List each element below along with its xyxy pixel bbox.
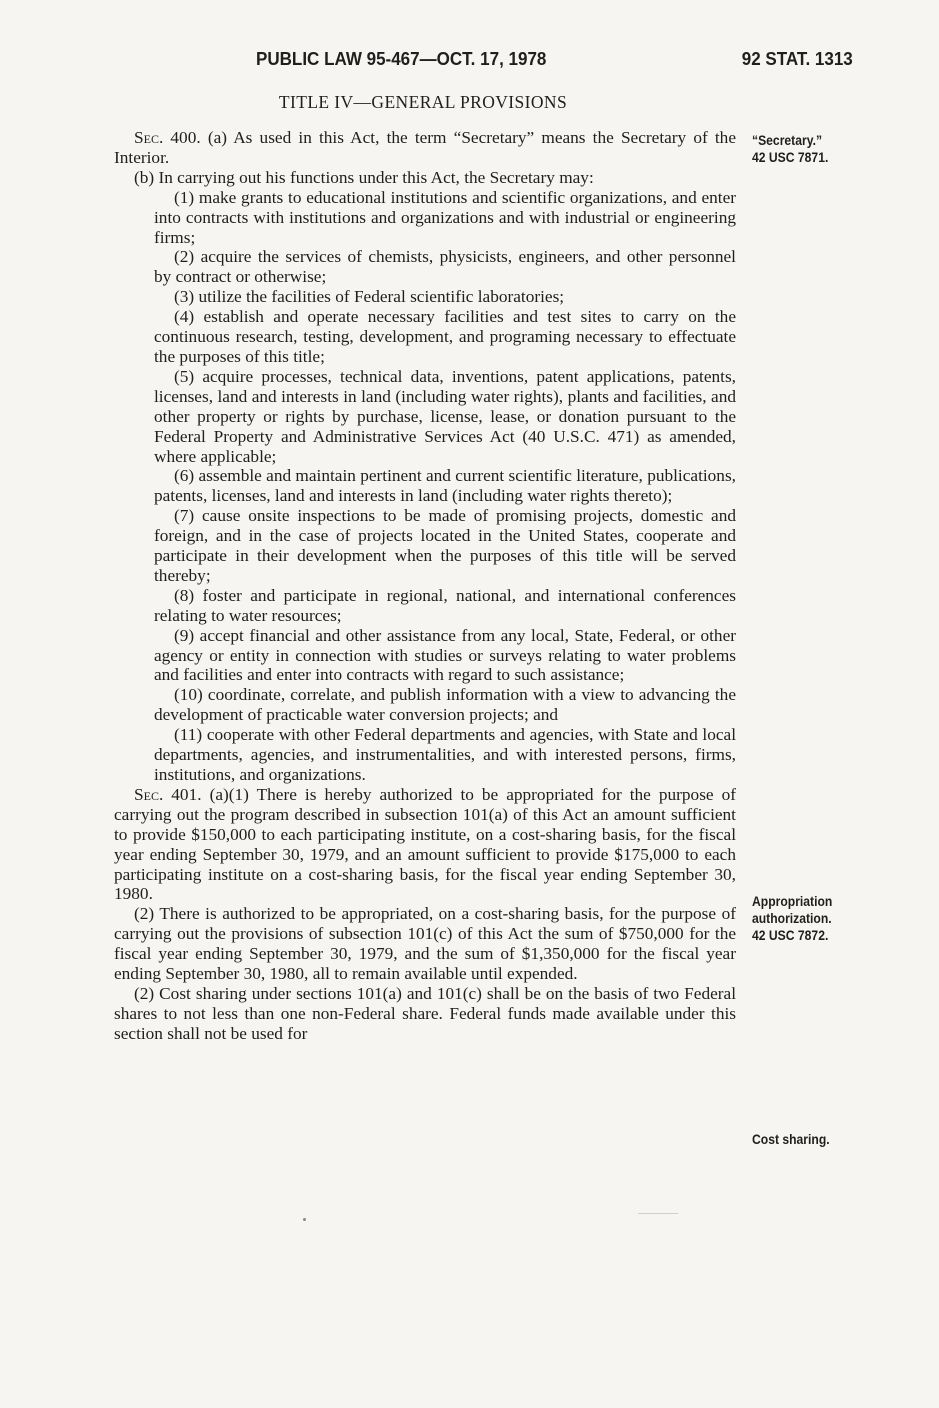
sec-400-item: (5) acquire processes, technical data, inventions, patent applications, patents, licenses, land and interests in land (including water rights), plants and facilities, and other property or rights by purchase, license, lease, or donation pursuant to the Federal Property and Administrative Services Act (40 U.S.C. 471) as amended, where applicable; bbox=[154, 366, 736, 466]
margin-note-cost-sharing bbox=[752, 1131, 869, 1148]
margin-note-line: Appropriation bbox=[752, 894, 833, 909]
margin-note-line: authorization. bbox=[752, 911, 832, 926]
margin-note-line: Cost sharing. bbox=[752, 1132, 830, 1147]
margin-note-secretary bbox=[752, 132, 869, 166]
scan-speck bbox=[303, 1218, 306, 1221]
body-text bbox=[114, 128, 736, 1044]
margin-note-line: “Secretary.” bbox=[752, 133, 823, 148]
scan-speck bbox=[638, 1213, 678, 1214]
sec-400-a bbox=[114, 128, 736, 168]
public-law-citation: PUBLIC LAW 95-467—OCT. 17, 1978 bbox=[256, 48, 547, 69]
sec-400-item: (8) foster and participate in regional, national, and international conferences relating to water resources; bbox=[154, 585, 736, 625]
sec-400-item: (11) cooperate with other Federal departments and agencies, with State and local departments, agencies, and instrumentalities, and with interested persons, firms, institutions, and organizations. bbox=[154, 725, 736, 784]
running-head bbox=[256, 48, 853, 72]
margin-note-line: 42 USC 7871. bbox=[752, 150, 829, 165]
sec-401-a2: (2) There is authorized to be appropriated, on a cost-sharing basis, for the purpose of carrying out the provisions of subsection 101(c) of this Act the sum of $750,000 for the fiscal year ending September 30, 1979, and the sum of $1,350,000 for the fiscal year ending September 30, 1980, all to remain available until expended. bbox=[114, 904, 736, 984]
margin-note-line: 42 USC 7872. bbox=[752, 928, 829, 943]
title-heading: TITLE IV—GENERAL PROVISIONS bbox=[278, 92, 568, 112]
sec-401-cost-sharing: (2) Cost sharing under sections 101(a) and 101(c) shall be on the basis of two Federal shares to not less than one non-Federal share. Federal funds made available under this section shall not be used for bbox=[114, 983, 736, 1043]
sec-401-a1-text: (a)(1) There is hereby authorized to be appropriated for the purpose of carrying out the program described in subsection 101(a) of this Act an amount sufficient to provide $150,000 to each participating institute, on a cost-sharing basis, for the fiscal year ending September 30, 1979, and an amount sufficient to provide $175,000 to each participating institute on a cost-sharing basis, for the fiscal year ending September 30, 1980. bbox=[114, 784, 737, 904]
sec-400-item: (6) assemble and maintain pertinent and current scientific literature, publications, patents, licenses, land and interests in land (including water rights thereto); bbox=[154, 466, 736, 506]
sec-400-item: (4) establish and operate necessary facilities and test sites to carry on the continuous research, testing, development, and programing necessary to effectuate the purposes of this title; bbox=[154, 307, 736, 366]
sec-400-b: (b) In carrying out his functions under this Act, the Secretary may: bbox=[134, 167, 594, 187]
sec-400-item: (9) accept financial and other assistance from any local, State, Federal, or other agency or entity in connection with studies or surveys relating to water problems and facilities and enter into contracts with regard to such assistance; bbox=[154, 625, 736, 685]
margin-note-appropriation bbox=[752, 893, 869, 944]
sec-400-item: (1) make grants to educational institutions and scientific organizations, and enter into contracts with institutions and organizations and with industrial or engineering firms; bbox=[154, 187, 736, 247]
sec-400-a-text: (a) As used in this Act, the term “Secretary” means the Secretary of the Interior. bbox=[114, 128, 736, 167]
sec-401-label: Sec. 401. bbox=[134, 784, 202, 804]
sec-400-item: (3) utilize the facilities of Federal scientific laboratories; bbox=[174, 287, 565, 307]
sec-401-a1 bbox=[114, 785, 736, 904]
sec-400-item: (2) acquire the services of chemists, physicists, engineers, and other personnel by contract or otherwise; bbox=[154, 247, 736, 287]
sec-400-label: Sec. 400. bbox=[134, 128, 201, 147]
sec-400-item: (10) coordinate, correlate, and publish information with a view to advancing the development of practicable water conversion projects; and bbox=[154, 685, 736, 725]
sec-400-item: (7) cause onsite inspections to be made of promising projects, domestic and foreign, and in the case of projects located in the United States, cooperate and participate in their development when the purposes of this title will be served thereby; bbox=[154, 506, 736, 585]
stat-page-number: 92 STAT. 1313 bbox=[741, 48, 853, 69]
